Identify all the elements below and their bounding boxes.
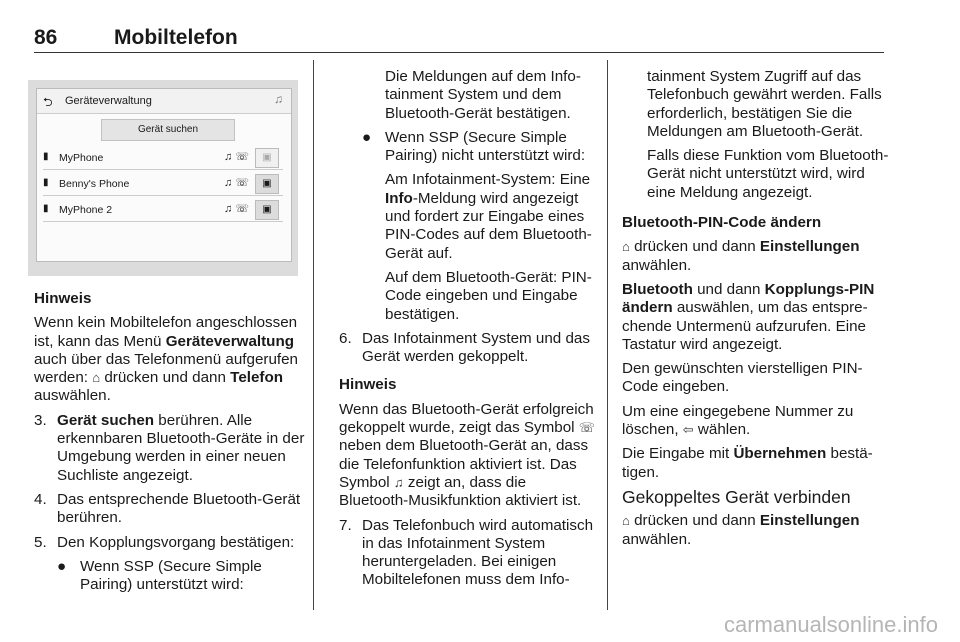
home-icon: ⌂ bbox=[92, 370, 101, 386]
column-3 bbox=[622, 68, 890, 555]
hint-text-2: Wenn das Bluetooth-Gerät erfolgreich gekoppelt wurde, zeigt das Symbol ☏ neben dem Bluetooth-Gerät an, dass die Telefonfunktion aktiviert ist. Das Symbol ♫ zeigt an, dass die Bluetooth-Musikfunktion aktiviert ist. bbox=[339, 400, 596, 510]
home-icon: ⌂ bbox=[622, 513, 630, 529]
phone-music-icons: ♫ ☏ bbox=[223, 151, 249, 163]
device-name: MyPhone 2 bbox=[59, 204, 113, 216]
hint-label-2: Hinweis bbox=[339, 376, 397, 394]
device-row[interactable] bbox=[43, 199, 283, 222]
lock-icon[interactable]: ▣ bbox=[255, 148, 279, 168]
lock-icon[interactable]: ▣ bbox=[255, 200, 279, 220]
connect-heading: Gekoppeltes Gerät verbinden bbox=[622, 486, 851, 507]
watermark: carmanualsonline.info bbox=[723, 612, 938, 637]
hint-label: Hinweis bbox=[34, 290, 92, 307]
search-device-button[interactable]: Gerät suchen bbox=[101, 119, 235, 141]
page-title: Mobiltelefon bbox=[114, 26, 238, 49]
device-management-screenshot bbox=[28, 80, 298, 276]
bluetooth-step: Bluetooth und dann Kopplungs-PIN ändern auswählen, um das entsprechende Untermenü aufzurufen. Eine Tastatur wird angezeigt. bbox=[622, 280, 875, 353]
screen-title: Geräteverwaltung bbox=[65, 95, 152, 107]
column-divider-1 bbox=[313, 60, 314, 610]
phone-device-icon: ▮ bbox=[43, 177, 49, 188]
step-7-continued: tainment System Zugriff auf das Telefonbuch gewährt werden. Falls erforderlich, bestätigen Sie die Meldungen am Bluetooth-Gerät. bbox=[647, 68, 882, 140]
phone-icon: ☏ bbox=[578, 420, 596, 436]
column-divider-2 bbox=[607, 60, 608, 610]
pin-heading: Bluetooth-PIN-Code ändern bbox=[622, 214, 822, 232]
phone-music-icons: ♫ ☏ bbox=[223, 203, 249, 215]
step-7: 7. Das Telefonbuch wird automatisch in das Infotainment System heruntergeladen. Bei einigen Mobiltelefonen muss dem Info- bbox=[339, 516, 594, 589]
pin-enter-step: Den gewünschten vierstelligen PIN-Code eingeben. bbox=[622, 360, 863, 396]
device-name: Benny's Phone bbox=[59, 178, 130, 190]
hint-text: Wenn kein Mobiltelefon angeschlossen ist, kann das Menü Geräteverwaltung auch über das Telefonmenü aufgerufen werden: ⌂ drücken und dann Telefon auswählen. bbox=[34, 314, 299, 405]
step-3: 3. Gerät suchen berühren. Alle erkennbaren Bluetooth-Geräte in der Umgebung werden in einer neuen Suchliste angezeigt. bbox=[34, 411, 305, 484]
header-divider bbox=[34, 52, 884, 53]
device-name: MyPhone bbox=[59, 152, 104, 164]
music-icon: ♫ bbox=[393, 474, 404, 490]
confirm-step: Die Eingabe mit Übernehmen bestätigen. bbox=[622, 445, 873, 481]
back-arrow-icon[interactable]: ⮌ bbox=[43, 95, 53, 109]
phone-music-icons: ♫ ☏ bbox=[223, 177, 249, 189]
no-ssp-substep-1: Am Infotainment-System: Eine Info-Meldung wird angezeigt und fordert zur Eingabe eines PIN-Codes auf dem Bluetooth-Gerät auf. bbox=[385, 171, 592, 262]
bullet-ssp: ● Wenn SSP (Secure Simple Pairing) unterstützt wird: bbox=[57, 557, 262, 594]
pin-step: ⌂ drücken und dann Einstellungen anwählen. bbox=[622, 238, 860, 274]
step-7-note: Falls diese Funktion vom Bluetooth-Gerät nicht unterstützt wird, wird eine Meldung angezeigt. bbox=[647, 147, 889, 201]
home-icon: ⌂ bbox=[622, 239, 630, 255]
step-6: 6. Das Infotainment System und das Gerät werden gekoppelt. bbox=[339, 329, 590, 366]
lock-icon[interactable]: ▣ bbox=[255, 174, 279, 194]
page-number: 86 bbox=[34, 26, 58, 49]
phone-device-icon: ▮ bbox=[43, 151, 49, 162]
step-4: 4. Das entsprechende Bluetooth-Gerät berühren. bbox=[34, 490, 301, 527]
step-5: 5. Den Kopplungsvorgang bestätigen: bbox=[34, 533, 295, 551]
delete-step: Um eine eingegebene Nummer zu löschen, ⇦ wählen. bbox=[622, 402, 854, 439]
music-icon: ♫ bbox=[274, 92, 283, 106]
column-1 bbox=[34, 290, 306, 600]
phone-device-icon: ▮ bbox=[43, 203, 49, 214]
bullet-no-ssp: ● Wenn SSP (Secure Simple Pairing) nicht unterstützt wird: bbox=[362, 128, 586, 165]
device-row[interactable] bbox=[43, 173, 283, 196]
connect-step: ⌂ drücken und dann Einstellungen anwählen. bbox=[622, 512, 860, 548]
device-row[interactable] bbox=[43, 147, 283, 170]
ssp-substep: Die Meldungen auf dem Infotainment System und dem Bluetooth-Gerät bestätigen. bbox=[385, 68, 581, 122]
screen-title-bar bbox=[37, 89, 291, 114]
column-2 bbox=[339, 68, 597, 596]
no-ssp-substep-2: Auf dem Bluetooth-Gerät: PIN-Code eingeben und Eingabe bestätigen. bbox=[385, 268, 592, 323]
backspace-icon: ⇦ bbox=[682, 422, 694, 438]
